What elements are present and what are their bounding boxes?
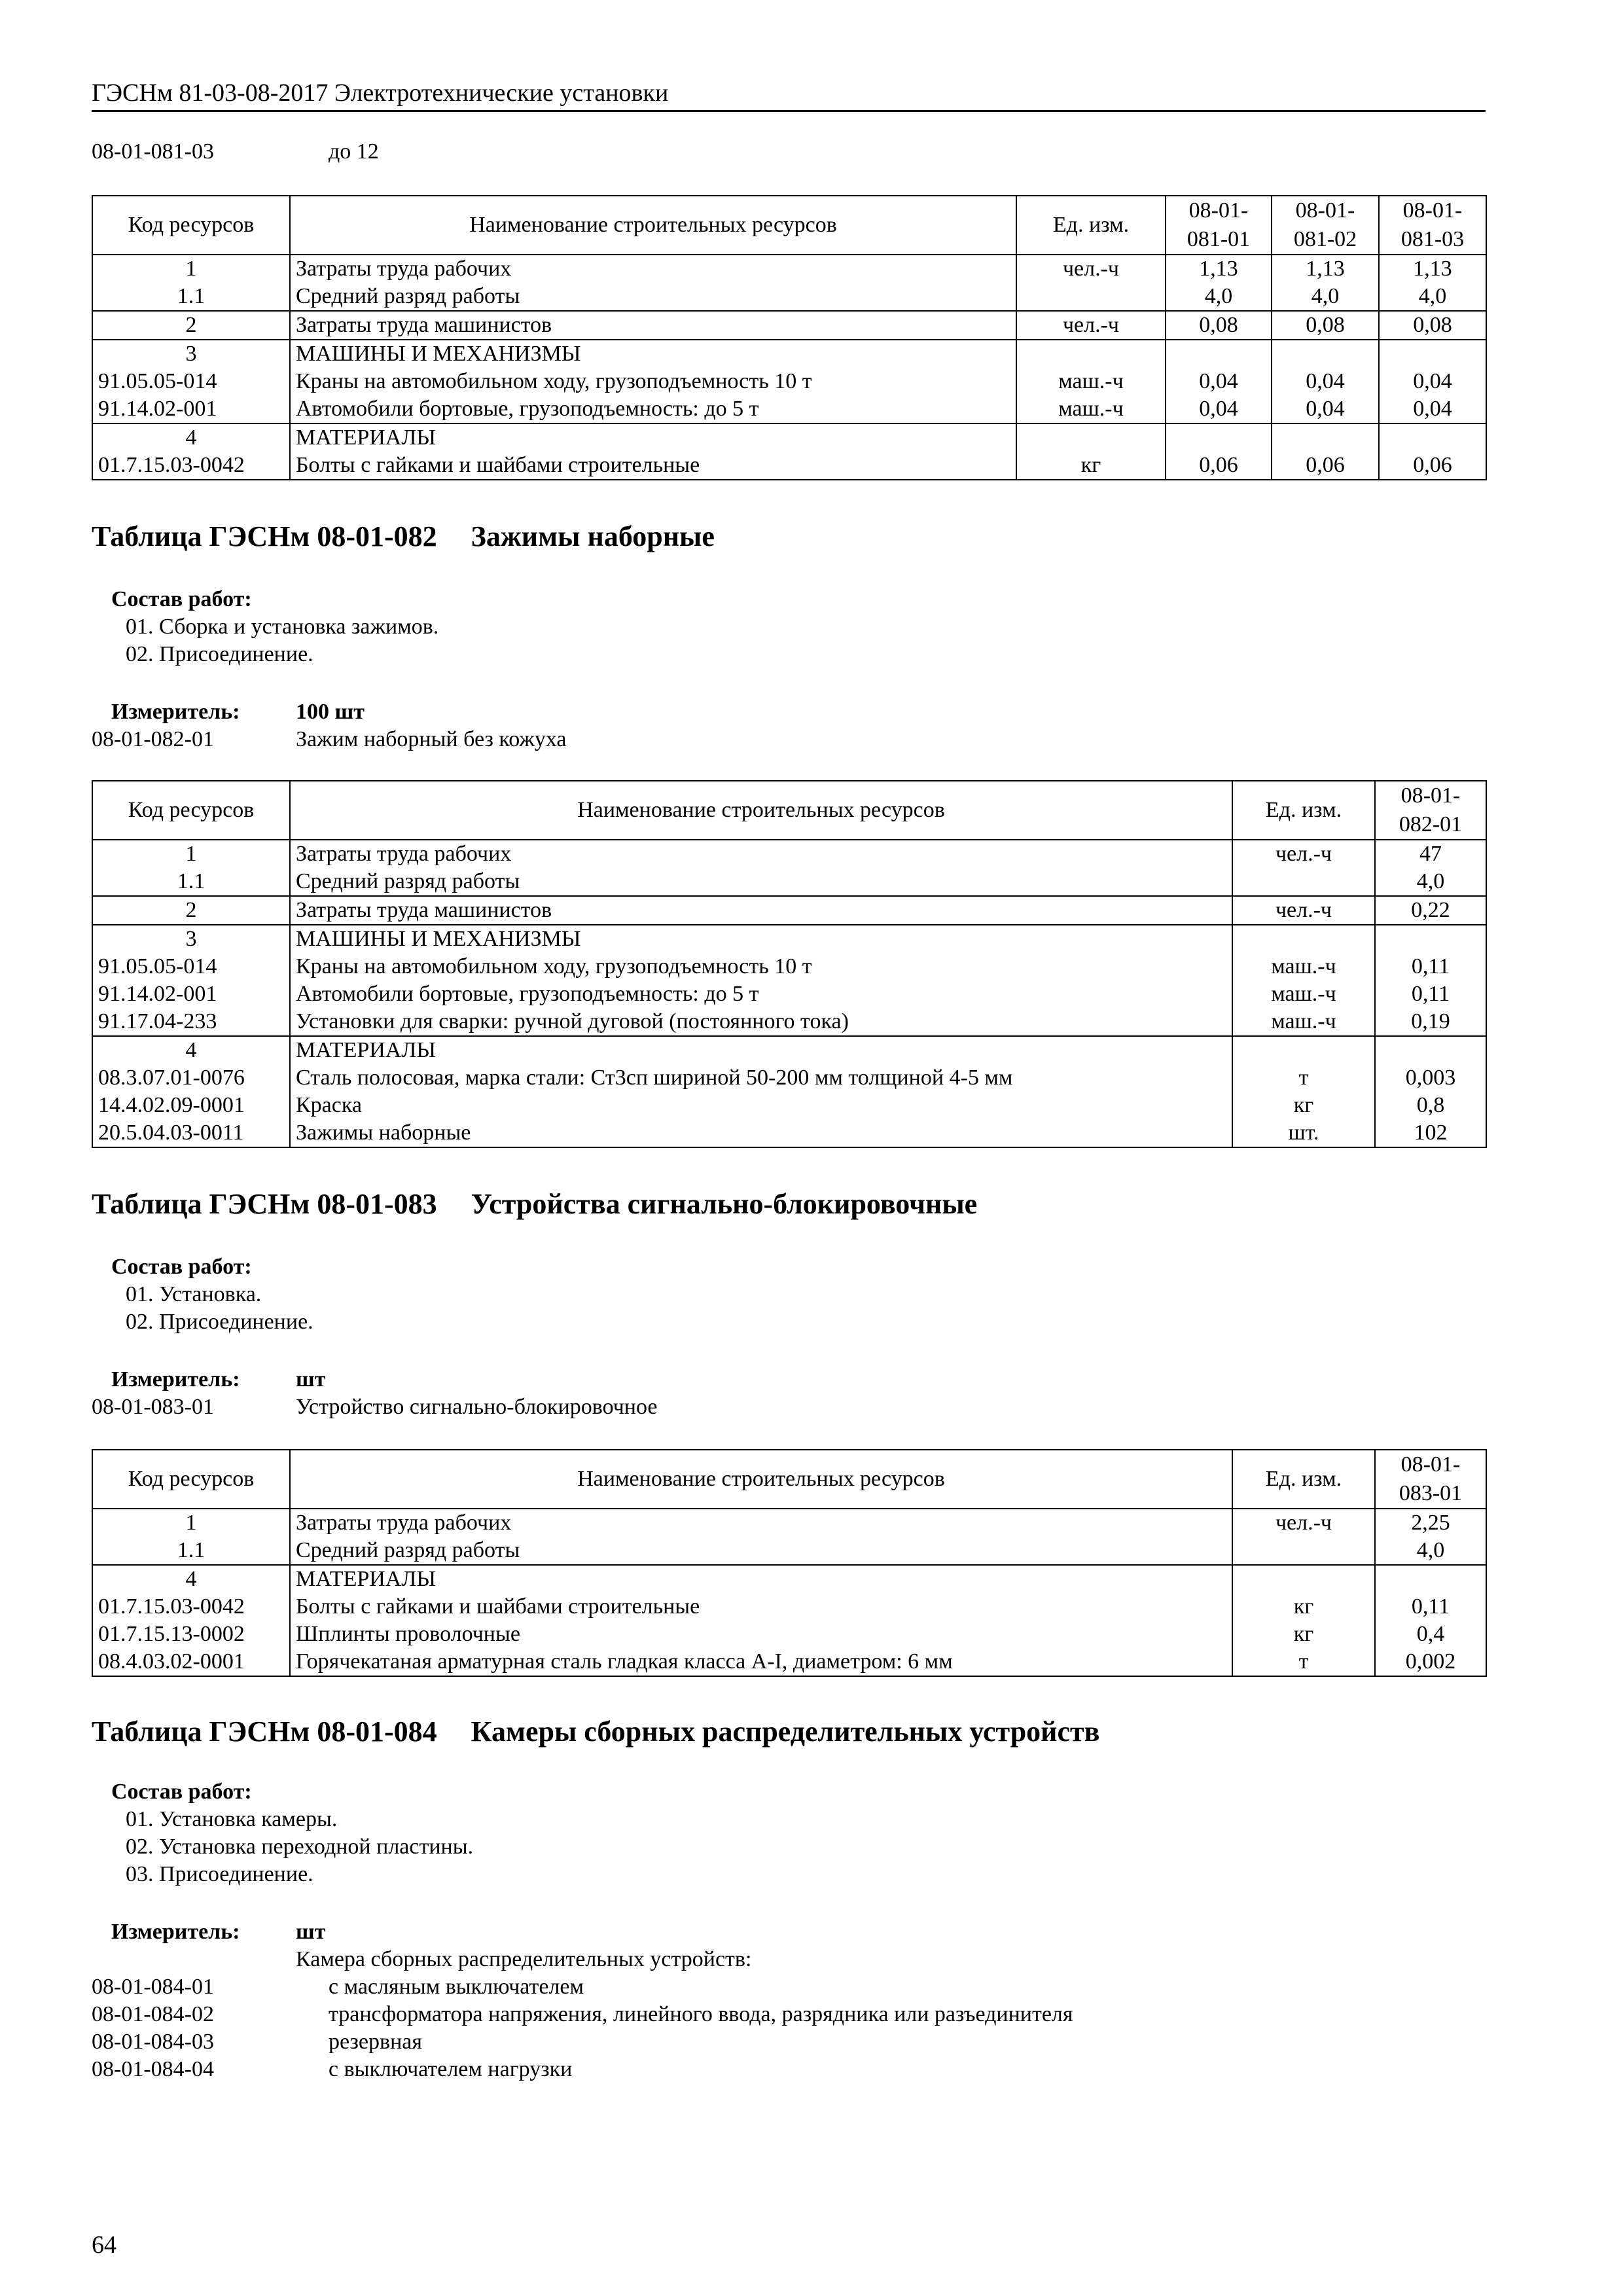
cell-name: Автомобили бортовые, грузоподъемность: до 5 т [290,395,1016,423]
cell-value: 0,003 [1375,1064,1486,1092]
table-row [92,953,1486,980]
header-name: Наименование строительных ресурсов [290,781,1232,840]
cell-value [1272,340,1379,368]
header-name: Наименование строительных ресурсов [290,196,1016,255]
cell-code: 1 [92,840,290,868]
cell-unit [1016,423,1166,452]
table-row [92,1064,1486,1092]
cell-name: Затраты труда рабочих [290,840,1232,868]
cell-value: 0,04 [1379,395,1486,423]
cell-value: 0,08 [1272,311,1379,340]
section-084-item-2-name: трансформатора напряжения, линейного ввода, разрядника или разъединителя [329,2002,1073,2026]
cell-unit: маш.-ч [1232,1008,1375,1036]
cell-code: 3 [92,925,290,953]
cell-unit [1232,925,1375,953]
section-082-title: Таблица ГЭСНм 08-01-082 Зажимы наборные [92,520,715,552]
section-084-title: Таблица ГЭСНм 08-01-084 Камеры сборных распределительных устройств [92,1715,1100,1748]
cell-value: 47 [1375,840,1486,868]
cell-code: 91.17.04-233 [92,1008,290,1036]
cell-code: 1.1 [92,1537,290,1565]
section-083-item-name: Устройство сигнально-блокировочное [296,1395,658,1419]
cell-unit: т [1232,1064,1375,1092]
cell-value [1375,1036,1486,1064]
cell-unit [1016,340,1166,368]
table-row [92,896,1486,925]
cell-name: МАТЕРИАЛЫ [290,1565,1232,1593]
table-row [92,1537,1486,1565]
cell-unit: чел.-ч [1232,840,1375,868]
table-row [92,1565,1486,1593]
cell-value: 0,11 [1375,1593,1486,1621]
cell-value: 4,0 [1166,283,1272,311]
section-083-meter: шт [296,1367,326,1391]
cell-name: Шплинты проволочные [290,1621,1232,1648]
cell-unit: чел.-ч [1232,896,1375,925]
table-row [92,395,1486,423]
cell-name: Горячекатаная арматурная сталь гладкая класса А-I, диаметром: 6 мм [290,1648,1232,1676]
cell-unit [1232,1565,1375,1593]
cell-unit [1016,283,1166,311]
cell-unit: кг [1232,1621,1375,1648]
cell-unit [1232,868,1375,896]
cell-code: 1.1 [92,283,290,311]
table-row [92,1036,1486,1064]
section-083-work-2: 02. Присоединение. [126,1310,313,1334]
cell-value: 0,04 [1166,368,1272,395]
continuation-text: до 12 [329,139,379,164]
cell-unit: маш.-ч [1016,368,1166,395]
cell-code: 1.1 [92,868,290,896]
table-row [92,1092,1486,1119]
cell-value: 4,0 [1379,283,1486,311]
cell-unit [1232,1036,1375,1064]
section-082-work-1: 01. Сборка и установка зажимов. [126,615,439,639]
cell-value [1379,340,1486,368]
table-row [92,980,1486,1008]
section-083-title: Таблица ГЭСНм 08-01-083 Устройства сигнально-блокировочные [92,1188,978,1220]
section-083-work-1: 01. Установка. [126,1282,262,1306]
table-row [92,925,1486,953]
header-col-1: 08-01- 081-01 [1166,196,1272,255]
cell-unit: чел.-ч [1016,255,1166,283]
cell-value [1166,340,1272,368]
table-row [92,368,1486,395]
section-082-work-label: Состав работ: [111,587,252,611]
section-083-item-code: 08-01-083-01 [92,1395,214,1419]
cell-unit: кг [1232,1593,1375,1621]
cell-value: 0,11 [1375,953,1486,980]
cell-value: 0,04 [1166,395,1272,423]
cell-code: 4 [92,1036,290,1064]
cell-unit: т [1232,1648,1375,1676]
cell-code: 20.5.04.03-0011 [92,1119,290,1147]
header-code: Код ресурсов [92,196,290,255]
header-unit: Ед. изм. [1232,781,1375,840]
cell-unit: чел.-ч [1016,311,1166,340]
running-header: ГЭСНм 81-03-08-2017 Электротехнические установки [92,77,1486,112]
cell-unit: маш.-ч [1232,980,1375,1008]
table-row [92,340,1486,368]
cell-value: 1,13 [1272,255,1379,283]
cell-value: 102 [1375,1119,1486,1147]
cell-value [1375,925,1486,953]
cell-value: 0,08 [1166,311,1272,340]
header-col-1: 08-01- 083-01 [1375,1450,1486,1509]
table-row [92,423,1486,452]
section-083-work-label: Состав работ: [111,1255,252,1279]
section-084-item-2-code: 08-01-084-02 [92,2002,214,2026]
header-col-2: 08-01- 081-02 [1272,196,1379,255]
cell-name: Зажимы наборные [290,1119,1232,1147]
section-084-work-2: 02. Установка переходной пластины. [126,1835,474,1859]
cell-code: 01.7.15.13-0002 [92,1621,290,1648]
cell-code: 91.05.05-014 [92,953,290,980]
cell-name: Краны на автомобильном ходу, грузоподъемность 10 т [290,953,1232,980]
cell-value: 1,13 [1379,255,1486,283]
cell-value: 0,19 [1375,1008,1486,1036]
table-row [92,452,1486,480]
table-row [92,840,1486,868]
header-unit: Ед. изм. [1016,196,1166,255]
section-084-meter-label: Измеритель: [111,1920,240,1944]
cell-code: 4 [92,1565,290,1593]
cell-name: МАТЕРИАЛЫ [290,423,1016,452]
cell-name: Затраты труда рабочих [290,255,1016,283]
cell-value [1375,1565,1486,1593]
cell-name: Сталь полосовая, марка стали: Ст3сп шириной 50-200 мм толщиной 4-5 мм [290,1064,1232,1092]
cell-value: 2,25 [1375,1509,1486,1537]
table-081 [92,195,1487,480]
cell-value: 0,002 [1375,1648,1486,1676]
cell-name: Болты с гайками и шайбами строительные [290,452,1016,480]
cell-value: 0,06 [1166,452,1272,480]
continuation-code: 08-01-081-03 [92,139,214,164]
cell-unit: маш.-ч [1016,395,1166,423]
cell-code: 1 [92,255,290,283]
table-row [92,255,1486,283]
cell-name: МАТЕРИАЛЫ [290,1036,1232,1064]
cell-value: 0,04 [1379,368,1486,395]
cell-name: Болты с гайками и шайбами строительные [290,1593,1232,1621]
cell-code: 3 [92,340,290,368]
cell-name: Затраты труда машинистов [290,896,1232,925]
cell-name: Средний разряд работы [290,1537,1232,1565]
table-row [92,283,1486,311]
table-row [92,1593,1486,1621]
header-col-1: 08-01- 082-01 [1375,781,1486,840]
cell-name: МАШИНЫ И МЕХАНИЗМЫ [290,925,1232,953]
section-084-work-1: 01. Установка камеры. [126,1807,338,1831]
table-row [92,1648,1486,1676]
continuation-line [92,137,379,166]
cell-value [1379,423,1486,452]
cell-value: 0,8 [1375,1092,1486,1119]
cell-name: Затраты труда рабочих [290,1509,1232,1537]
cell-code: 08.4.03.02-0001 [92,1648,290,1676]
cell-name: Автомобили бортовые, грузоподъемность: до 5 т [290,980,1232,1008]
section-084-meter: шт [296,1920,326,1944]
header-name: Наименование строительных ресурсов [290,1450,1232,1509]
section-082-item-code: 08-01-082-01 [92,727,214,751]
section-082-item-name: Зажим наборный без кожуха [296,727,567,751]
section-084-item-1-code: 08-01-084-01 [92,1975,214,1999]
table-row [92,868,1486,896]
cell-unit [1232,1537,1375,1565]
cell-code: 14.4.02.09-0001 [92,1092,290,1119]
cell-unit: маш.-ч [1232,953,1375,980]
section-082-meter: 100 шт [296,700,365,724]
section-084-item-1-name: с масляным выключателем [329,1975,584,1999]
cell-unit: кг [1016,452,1166,480]
cell-name: Краны на автомобильном ходу, грузоподъемность 10 т [290,368,1016,395]
cell-value: 4,0 [1375,1537,1486,1565]
cell-value: 0,08 [1379,311,1486,340]
section-084-item-4-name: с выключателем нагрузки [329,2057,573,2081]
cell-name: Средний разряд работы [290,283,1016,311]
table-row [92,1119,1486,1147]
section-084-item-3-code: 08-01-084-03 [92,2030,214,2054]
table-row [92,1509,1486,1537]
cell-code: 01.7.15.03-0042 [92,1593,290,1621]
cell-code: 91.14.02-001 [92,395,290,423]
header-col-3: 08-01- 081-03 [1379,196,1486,255]
table-083 [92,1449,1487,1677]
cell-value [1272,423,1379,452]
cell-value: 0,06 [1379,452,1486,480]
cell-name: Установки для сварки: ручной дуговой (постоянного тока) [290,1008,1232,1036]
header-code: Код ресурсов [92,1450,290,1509]
cell-value: 0,4 [1375,1621,1486,1648]
cell-value [1166,423,1272,452]
cell-code: 2 [92,311,290,340]
cell-code: 91.05.05-014 [92,368,290,395]
section-084-intro: Камера сборных распределительных устройств: [296,1947,752,1971]
cell-value: 4,0 [1375,868,1486,896]
cell-code: 91.14.02-001 [92,980,290,1008]
cell-value: 0,04 [1272,368,1379,395]
cell-value: 4,0 [1272,283,1379,311]
cell-value: 0,22 [1375,896,1486,925]
table-row [92,311,1486,340]
section-084-work-3: 03. Присоединение. [126,1862,313,1886]
page-number: 64 [92,2231,116,2259]
cell-code: 1 [92,1509,290,1537]
section-084-work-label: Состав работ: [111,1780,252,1804]
cell-name: Затраты труда машинистов [290,311,1016,340]
section-082-meter-label: Измеритель: [111,700,240,724]
header-unit: Ед. изм. [1232,1450,1375,1509]
cell-name: Средний разряд работы [290,868,1232,896]
cell-value: 1,13 [1166,255,1272,283]
cell-code: 01.7.15.03-0042 [92,452,290,480]
header-code: Код ресурсов [92,781,290,840]
cell-value: 0,11 [1375,980,1486,1008]
section-083-meter-label: Измеритель: [111,1367,240,1391]
cell-code: 08.3.07.01-0076 [92,1064,290,1092]
section-084-item-4-code: 08-01-084-04 [92,2057,214,2081]
cell-unit: кг [1232,1092,1375,1119]
cell-unit: шт. [1232,1119,1375,1147]
cell-code: 4 [92,423,290,452]
table-row [92,1008,1486,1036]
table-082 [92,780,1487,1148]
cell-value: 0,04 [1272,395,1379,423]
cell-name: Краска [290,1092,1232,1119]
cell-name: МАШИНЫ И МЕХАНИЗМЫ [290,340,1016,368]
table-row [92,1621,1486,1648]
cell-unit: чел.-ч [1232,1509,1375,1537]
cell-value: 0,06 [1272,452,1379,480]
section-084-item-3-name: резервная [329,2030,423,2054]
cell-code: 2 [92,896,290,925]
section-082-work-2: 02. Присоединение. [126,642,313,666]
